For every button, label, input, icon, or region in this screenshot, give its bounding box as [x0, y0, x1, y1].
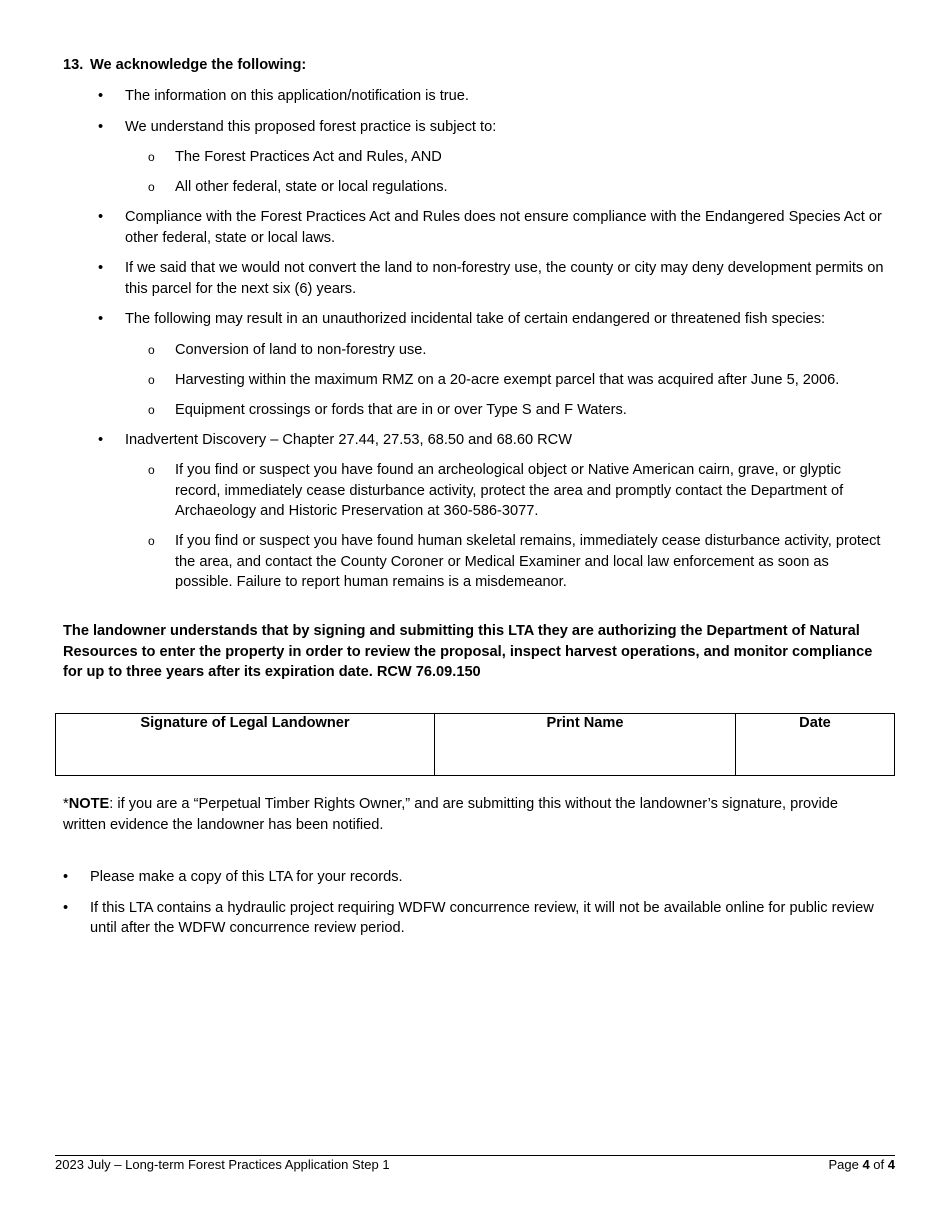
sub-item-rmz-harvesting: o Harvesting within the maximum RMZ on a 20-acre exempt parcel that was acquired after June 5, 2006. [0, 370, 887, 391]
of-word: of [869, 1157, 888, 1172]
authorization-statement: The landowner understands that by signing and submitting this LTA they are authorizing the Department of Natural Resources to enter the property in order to review the proposal, inspect harvest operations, and monitor compliance for up to three years after its expiration date. RCW 76.09.150 [63, 623, 873, 680]
records-item-hydraulic: • If this LTA contains a hydraulic project requiring WDFW concurrence review, it will not be available online for public review until after the WDFW concurrence review period. [0, 898, 885, 939]
sub-item-conversion-land: o Conversion of land to non-forestry use. [0, 340, 887, 361]
records-item-copy: • Please make a copy of this LTA for your records. [0, 867, 885, 888]
ack-item-compliance: • Compliance with the Forest Practices Act and Rules does not ensure compliance with the Endangered Species Act or other federal, state or local laws. [0, 207, 890, 248]
footer-divider [55, 1155, 895, 1156]
signature-cell[interactable] [56, 714, 435, 776]
signature-label: Signature of Legal Landowner [140, 715, 350, 731]
note-prefix: * [63, 796, 69, 812]
section-number: 13. [63, 57, 84, 73]
page-current: 4 [862, 1157, 870, 1172]
date-cell[interactable] [736, 714, 895, 776]
section-heading [63, 55, 306, 76]
sub-item-equipment-crossings: o Equipment crossings or fords that are in or over Type S and F Waters. [0, 400, 887, 421]
ack-item-subject-to-text: • We understand this proposed forest practice is subject to: [125, 118, 497, 135]
page-total: 4 [887, 1157, 895, 1172]
note-paragraph [63, 794, 863, 835]
section-title: We acknowledge the following: [90, 57, 307, 73]
ack-item-inadvertent-discovery [0, 430, 890, 451]
ack-item-incidental-take-text: • The following may result in an unauthorized incidental take of certain endangered or threatened fish species: [125, 311, 826, 327]
ack-item-inadvertent-discovery-text: • Inadvertent Discovery – Chapter 27.44, 27.53, 68.50 and 68.60 RCW [125, 431, 572, 448]
ack-item-true: • The information on this application/notification is true. [0, 86, 890, 107]
acknowledgement-list [0, 86, 950, 602]
print-name-cell[interactable] [435, 714, 736, 776]
footer-document-title: 2023 July – Long-term Forest Practices Application Step 1 [55, 1157, 390, 1172]
note-label: NOTE [68, 796, 110, 812]
note-text: : if you are a “Perpetual Timber Rights Owner,” and are submitting this without the landowner’s signature, provide written evidence the landowner has been notified. [63, 796, 838, 833]
page-word: Page [828, 1157, 863, 1172]
signature-table [55, 713, 895, 776]
print-name-label: Print Name [546, 715, 624, 731]
records-list [0, 867, 950, 949]
footer-page-number [828, 1157, 895, 1173]
sub-item-other-regulations: o All other federal, state or local regulations. [0, 177, 887, 198]
ack-item-incidental-take [0, 309, 890, 330]
ack-item-subject-to [0, 117, 890, 138]
sub-item-archeological-object: o If you find or suspect you have found an archeological object or Native American cairn, grave, or glyptic record, immediately cease disturbance activity, protect the area and promptly contact the Department of Archaeology and Historic Preservation at 360-586-3077. [0, 460, 887, 522]
date-label: Date [799, 715, 831, 731]
sub-item-forest-practices-act: o The Forest Practices Act and Rules, AND [0, 147, 887, 168]
ack-item-conversion: • If we said that we would not convert the land to non-forestry use, the county or city may deny development permits on this parcel for the next six (6) years. [0, 258, 890, 299]
sub-item-human-remains: o If you find or suspect you have found human skeletal remains, immediately cease disturbance activity, protect the area, and contact the County Coroner or Medical Examiner and local law enforcement as soon as possible. Failure to report human remains is a misdemeanor. [0, 531, 887, 593]
